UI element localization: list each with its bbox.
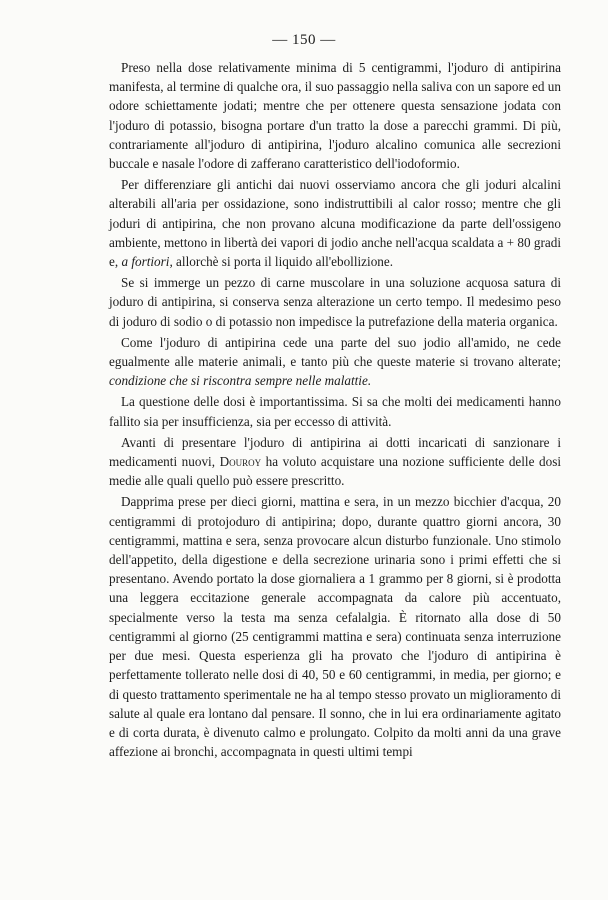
paragraph-iodide-saliva: Preso nella dose relativamente minima di 5 centigrammi, l'joduro di antipirina manifesta, al termine di qualche ora, il suo passaggio nella saliva con un sapore ed un odore schiettamente jodati; mentre che per ottenere questa sensazione jodata con l'joduro di potassio, bisogna portare d'un tratto la dose a parecchi grammi. Di più, contrariamente all'joduro di antipirina, l'joduro alcalino comunica alle secrezioni buccale e nasale l'odore di zafferano caratteristico dell'iodoformio. [109, 60, 561, 172]
author-name: Douroy [219, 454, 262, 470]
paragraph-douroy [109, 433, 561, 491]
italic-phrase: condizione che si riscontra sempre nelle malattie. [109, 373, 372, 389]
paragraph-text: ha voluto acquistare una nozione sufficiente delle dosi medie alle quali quello può essere prescritto. [109, 454, 561, 489]
paragraph-doses: La questione delle dosi è importantissima. Si sa che molti dei medicamenti hanno fallito sia per insufficienza, sia per eccesso di attività. [109, 394, 561, 429]
italic-phrase: a fortiori, [121, 254, 173, 270]
paragraph-experiment: Dapprima prese per dieci giorni, mattina e sera, in un mezzo bicchier d'acqua, 20 centigrammi di protojoduro di antipirina; dopo, durante quattro giorni ancora, 30 centigrammi, mattina e sera, senza provocare alcun disturbo funzionale. Uno stimolo dell'appetito, della digestione e della secrezione urinaria sono i primi effetti che si presentano. Avendo portato la dose giornaliera a 1 grammo per 8 giorni, si è prodotta una leggera eccitazione generale accompagnata da calore più accentuato, specialmente verso la testa ma senza cefalalgia. È ritornato alla dose di 50 centigrammi al giorno (25 centigrammi mattina e sera) continuata senza interruzione per due mesi. Questa esperienza gli ha provato che l'joduro di antipirina è perfettamente tollerato nelle dosi di 40, 50 e 60 centigrammi, in media, per giorno; e di questo trattamento sperimentale ne ha al tempo stesso provato un miglioramento di salute al quale era lontano dal pensare. Il sonno, che in lui era ordinariamente agitato e di corta durata, è divenuto calmo e prolungato. Colpito da molti anni da una grave affezione ai bronchi, accompagnata in questi ultimi tempi [109, 494, 561, 760]
paragraph-muscle-meat: Se si immerge un pezzo di carne muscolare in una soluzione acquosa satura di joduro di antipirina, si conserva senza alterazione un certo tempo. Il medesimo peso di joduro di sodio o di potassio non impedisce la putrefazione della materia organica. [109, 275, 561, 329]
page-number: — 150 — [272, 32, 336, 48]
paragraph-text: Per differenziare gli antichi dai nuovi osserviamo ancora che gli joduri alcalini alterabili all'aria per ossidazione, sono indistruttibili al calor rosso; mentre che gli joduri di antipirina, che non provano alcuna modificazione da parte dell'ossigeno ambiente, mettono in libertà dei vapori di jodio anche nell'acqua scaldata a + 80 gradi e, [109, 177, 561, 270]
paragraph-text: Come l'joduro di antipirina cede una parte del suo jodio all'amido, ne cede egualmente alle materie animali, e tanto più che queste materie si trovano alterate; [109, 334, 561, 370]
paragraph-text: allorchè si porta il liquido all'ebollizione. [172, 254, 394, 270]
paragraph-differentiation [109, 175, 561, 271]
body-text [109, 58, 561, 761]
paragraph-starch [109, 333, 561, 391]
paragraph-text: Avanti di presentare l'joduro di antipirina ai dotti incaricati di sanzionare i medicamenti nuovi, [109, 434, 561, 470]
